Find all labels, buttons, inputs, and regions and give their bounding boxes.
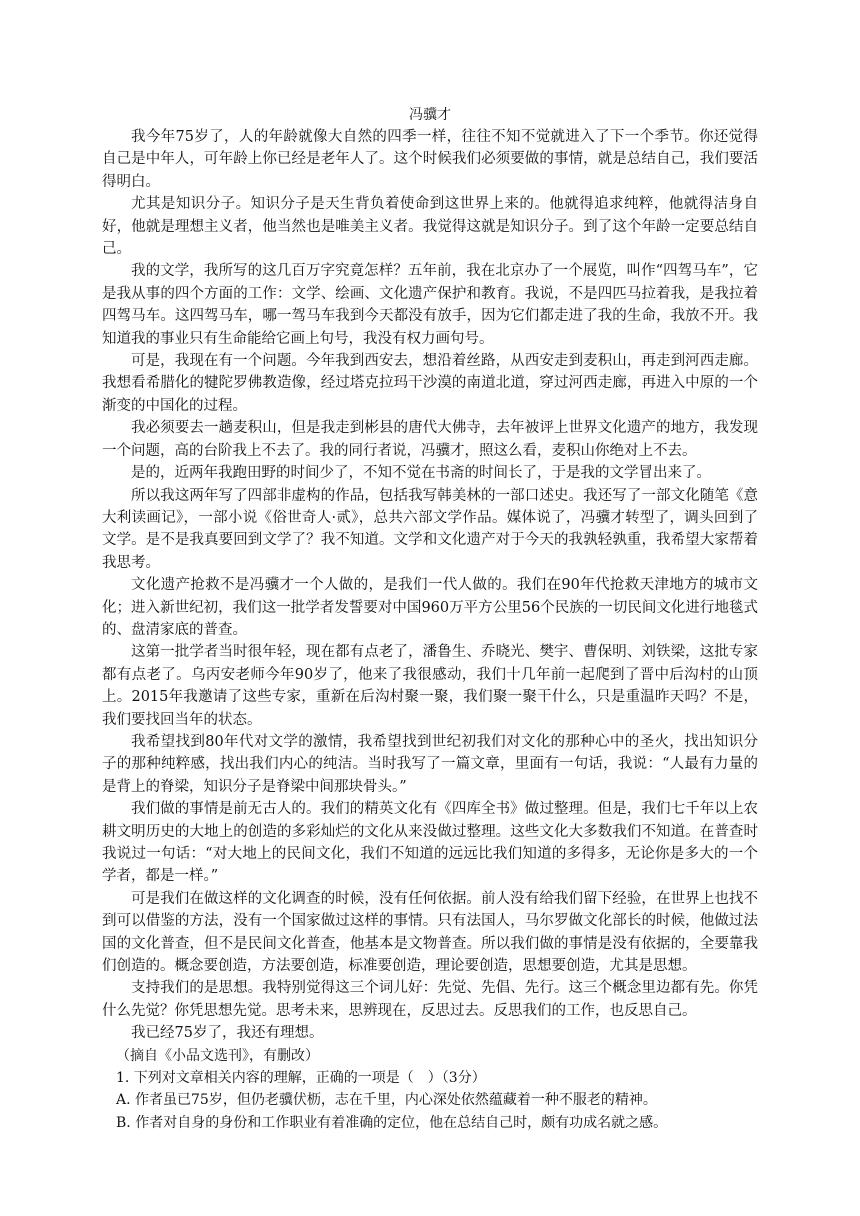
paragraph-6: 是的，近两年我跑田野的时间少了，不知不觉在书斋的时间长了，于是我的文学冒出来了。	[131, 465, 711, 482]
paragraph-7: 所以我这两年写了四部非虚构的作品，包括我写韩美林的一部口述史。我还写了一部文化随笔《意大利读画记》，一部小说《俗世奇人·贰》，总共六部文学作品。媒体说了，冯骥才转型了，调头回到了文学。是不是我真要回到文学了？我不知道。文学和文化遗产对于今天的我孰轻孰重，我希望大家帮着我思考。	[102, 487, 758, 571]
paragraph-9: 这第一批学者当时很年轻，现在都有点老了，潘鲁生、乔晓光、樊宇、曹保明、刘铁梁，这批专家都有点老了。乌丙安老师今年90岁了，他来了我很感动，我们十几年前一起爬到了晋中后沟村的山顶上。2015年我邀请了这些专家，重新在后沟村聚一聚，我们聚一聚干什么，只是重温昨天吗？不是，我们要找回当年的状态。	[102, 644, 758, 728]
paragraph-12: 可是我们在做这样的文化调查的时候，没有任何依据。前人没有给我们留下经验，在世界上也找不到可以借鉴的方法，没有一个国家做过这样的事情。只有法国人，马尔罗做文化部长的时候，他做过法国的文化普查，但不是民间文化普查，他基本是文物普查。所以我们做的事情是没有依据的，全要靠我们创造的。概念要创造，方法要创造，标准要创造，理论要创造，思想要创造，尤其是思想。	[102, 890, 758, 975]
paragraph-4: 可是，我现在有一个问题。今年我到西安去，想沿着丝路，从西安走到麦积山，再走到河西走廊。我想看希腊化的犍陀罗佛教造像，经过塔克拉玛干沙漠的南道北道，穿过河西走廊，再进入中原的一个渐变的中国化的过程。	[102, 353, 758, 414]
paragraph-1: 我今年75岁了，人的年龄就像大自然的四季一样，往往不知不觉就进入了下一个季节。你还觉得自己是中年人，可年龄上你已经是老年人了。这个时候我们必须要做的事情，就是总结自己，我们要活得明白。	[102, 129, 758, 190]
question-1: 1. 下列对文章相关内容的理解，正确的一项是（ ）（3分）	[116, 1070, 486, 1087]
article-title: 冯骥才	[409, 107, 451, 123]
option-a: A. 作者虽已75岁，但仍老骥伏枥，志在千里，内心深处依然蕴藏着一种不服老的精神。	[116, 1092, 657, 1109]
paragraph-2: 尤其是知识分子。知识分子是天生背负着使命到这世界上来的。他就得追求纯粹，他就得洁身自好，他就是理想主义者，他当然也是唯美主义者。我觉得这就是知识分子。到了这个年龄一定要总结自己。	[102, 196, 758, 258]
paragraph-8: 文化遗产抢救不是冯骥才一个人做的，是我们一代人做的。我们在90年代抢救天津地方的城市文化；进入新世纪初，我们这一批学者发誓要对中国960万平方公里56个民族的一切民间文化进行地毯式的、盘清家底的普查。	[102, 577, 758, 638]
paragraph-10: 我希望找到80年代对文学的激情，我希望找到世纪初我们对文化的那种心中的圣火，找出知识分子的那种纯粹感，找出我们内心的纯洁。当时我写了一篇文章，里面有一句话，我说：“人最有力量的是背上的脊梁，知识分子是脊梁中间那块骨头。”	[102, 733, 758, 795]
paragraph-3: 我的文学，我所写的这几百万字究竟怎样？五年前，我在北京办了一个展览，叫作“四驾马车”，它是我从事的四个方面的工作：文学、绘画、文化遗产保护和教育。我说，不是四匹马拉着我，是我拉着四驾马车。这四驾马车，哪一驾马车我到今天都没有放手，因为它们都走进了我的生命，我放不开。我知道我的事业只有生命能给它画上句号，我没有权力画句号。	[102, 263, 758, 347]
paragraph-13: 支持我们的是思想。我特别觉得这三个词儿好：先觉、先倡、先行。这三个概念里边都有先。你凭什么先觉？你凭思想先觉。思考未来，思辨现在，反思过去。反思我们的工作，也反思自己。	[102, 980, 758, 1019]
paragraph-5: 我必须要去一趟麦积山，但是我走到彬县的唐代大佛寺，去年被评上世界文化遗产的地方，我发现一个问题，高的台阶我上不去了。我的同行者说，冯骥才，照这么看，麦积山你绝对上不去。	[102, 420, 758, 459]
option-b: B. 作者对自身的身份和工作职业有着准确的定位，他在总结自己时，颇有功成名就之感。	[116, 1114, 668, 1131]
document-page	[102, 104, 758, 1134]
paragraph-11: 我们做的事情是前无古人的。我们的精英文化有《四库全书》做过整理。但是，我们七千年以上农耕文明历史的大地上的创造的多彩灿烂的文化从来没做过整理。这些文化大多数我们不知道。在普查时我说过一句话：“对大地上的民间文化，我们不知道的远远比我们知道的多得多，无论你是多大的一个学者，都是一样。”	[102, 801, 758, 885]
paragraph-14: 我已经75岁了，我还有理想。	[131, 1025, 324, 1042]
source-note: （摘自《小品文选刊》，有删改）	[116, 1047, 319, 1064]
